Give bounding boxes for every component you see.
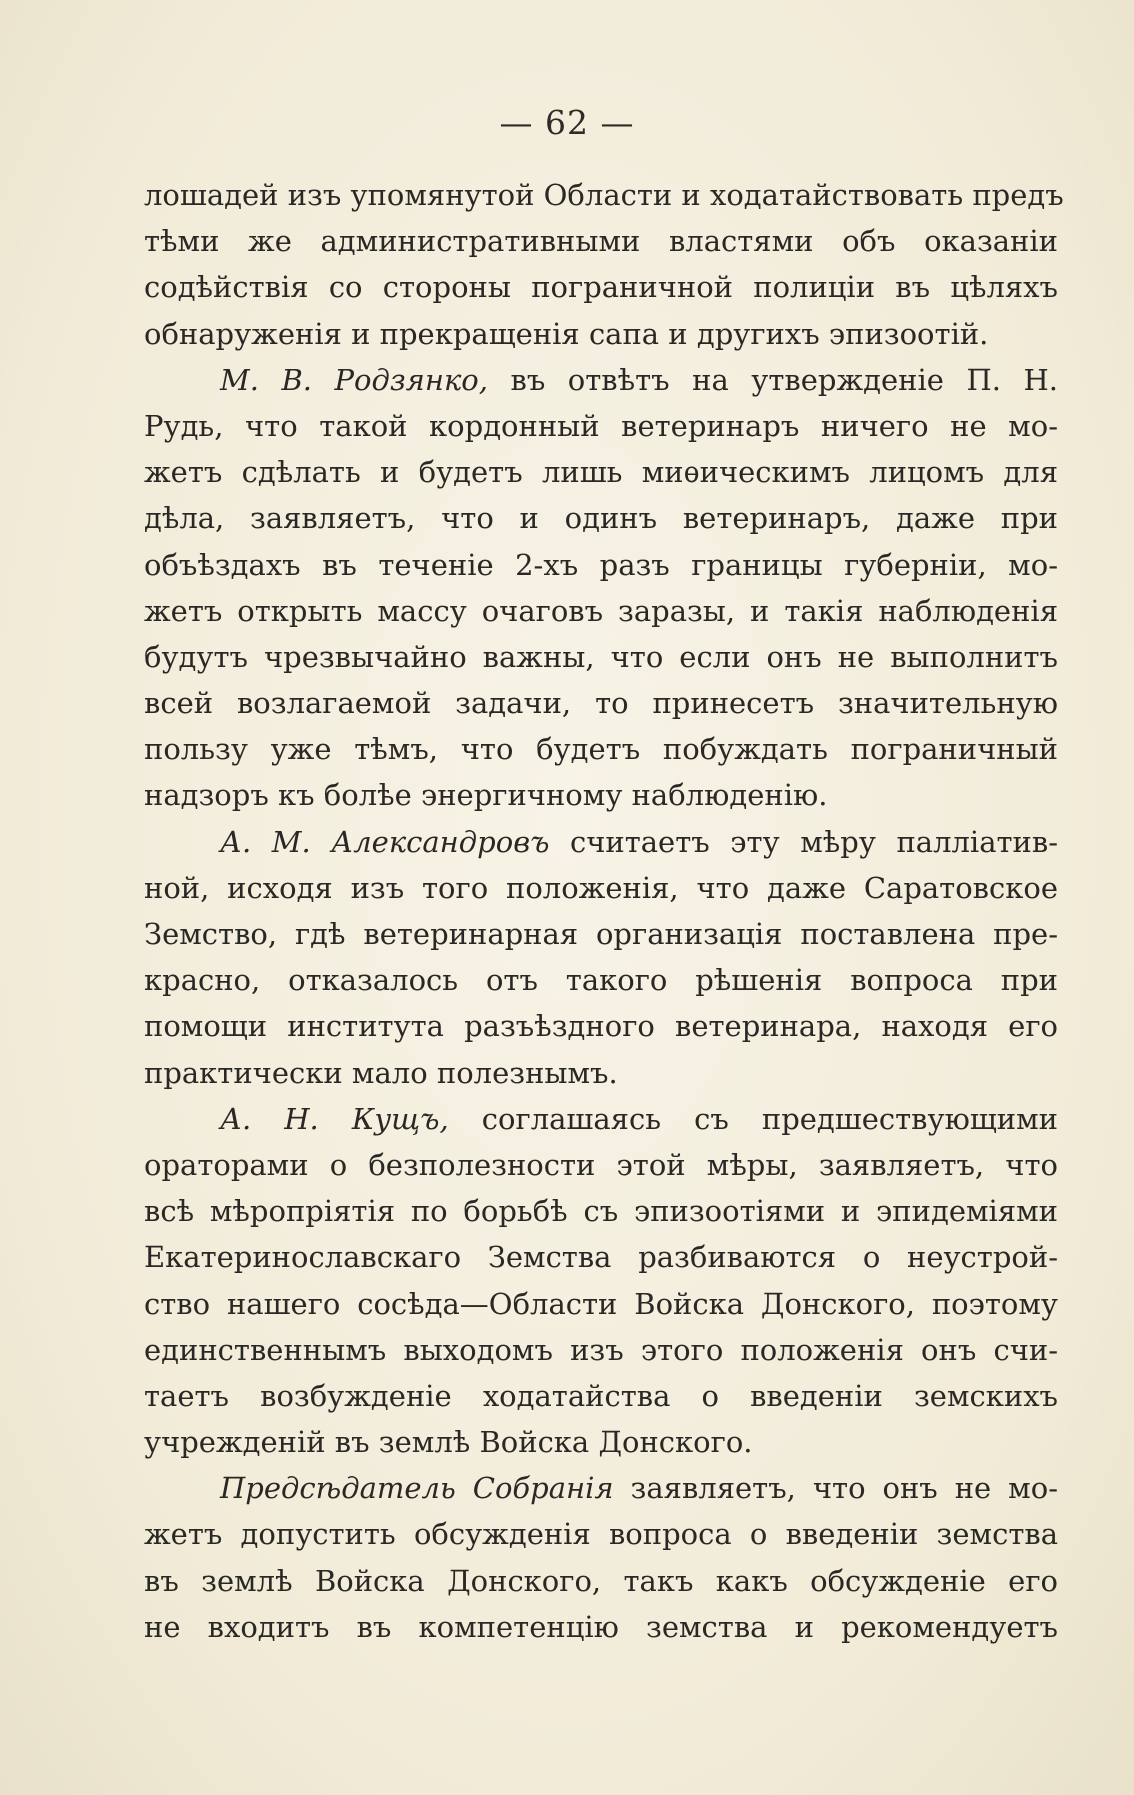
line-text: лошадей изъ упомянутой Области и ходатайствовать предъ <box>144 178 1064 212</box>
line-text: пользу уже тѣмъ, что будетъ побуждать пограничный <box>144 732 1058 767</box>
text-line <box>144 311 1058 357</box>
line-text: жетъ допустить обсужденія вопроса о введеніи земства <box>144 1517 1058 1552</box>
line-text: тѣми же административными властями объ оказаніи <box>144 224 1058 259</box>
speaker-name: А. М. Александровъ <box>220 824 550 859</box>
text-line <box>144 1604 1058 1650</box>
paragraph-start-line <box>144 1096 1058 1142</box>
line-text: ной, исходя изъ того положенія, что даже Саратовское <box>144 870 1058 905</box>
line-text: практически мало полезнымъ. <box>144 1055 618 1090</box>
line-text: содѣйствія со стороны пограничной полиціи въ цѣляхъ <box>144 270 1058 305</box>
text-line <box>144 1419 1058 1465</box>
text-line <box>144 1050 1058 1096</box>
line-text: не входитъ въ компетенцію земства и рекомендуетъ <box>144 1609 1058 1644</box>
line-text: считаетъ эту мѣру палліатив- <box>549 824 1058 859</box>
text-line <box>144 634 1058 680</box>
line-text: будутъ чрезвычайно важны, что если онъ не выполнитъ <box>144 639 1058 674</box>
text-line <box>144 911 1058 957</box>
line-text: заявляетъ, что онъ не мо- <box>613 1471 1058 1506</box>
line-text: Рудь, что такой кордонный ветеринаръ ничего не мо- <box>144 408 1058 443</box>
text-line <box>144 264 1058 310</box>
body-text <box>144 172 1064 1650</box>
line-text: ство нашего сосѣда—Области Войска Донского, поэтому <box>144 1286 1058 1321</box>
paragraph-start-line <box>144 357 1058 403</box>
page-number: — 62 — <box>499 103 635 142</box>
line-text: надзоръ къ болѣе энергичному наблюденію. <box>144 778 828 813</box>
line-text: въ отвѣтъ на утвержденіе П. Н. <box>487 362 1058 397</box>
line-text: Земство, гдѣ ветеринарная организація поставлена пре- <box>144 917 1058 951</box>
text-line <box>144 1003 1058 1049</box>
text-line <box>144 957 1058 1003</box>
text-line <box>144 218 1058 264</box>
line-text: ораторами о безполезности этой мѣры, заявляетъ, что <box>144 1147 1058 1182</box>
line-text: учрежденій въ землѣ Войска Донского. <box>144 1425 753 1460</box>
line-text: всѣ мѣропріятія по борьбѣ съ эпизоотіями и эпидеміями <box>144 1194 1058 1229</box>
line-text: всей возлагаемой задачи, то принесетъ значительную <box>144 686 1058 721</box>
line-text: Екатеринославскаго Земства разбиваются о неустрой- <box>144 1240 1058 1275</box>
text-line <box>144 772 1058 818</box>
text-line <box>144 542 1058 588</box>
text-line <box>144 1558 1058 1604</box>
line-text: красно, отказалось отъ такого рѣшенія вопроса при <box>144 963 1058 998</box>
speaker-name: А. Н. Кущъ, <box>220 1101 449 1136</box>
line-text: таетъ возбужденіе ходатайства о введеніи земскихъ <box>144 1378 1058 1413</box>
line-text: жетъ сдѣлать и будетъ лишь миѳическимъ лицомъ для <box>144 455 1058 490</box>
line-text: жетъ открыть массу очаговъ заразы, и такія наблюденія <box>144 593 1058 628</box>
text-line <box>144 449 1058 495</box>
text-line <box>144 588 1058 634</box>
line-text: единственнымъ выходомъ изъ этого положенія онъ счи- <box>144 1332 1058 1367</box>
line-text: помощи института разъѣздного ветеринара, находя его <box>144 1009 1058 1044</box>
line-text: обнаруженія и прекращенія сапа и другихъ эпизоотій. <box>144 316 989 351</box>
paragraph-start-line <box>144 819 1058 865</box>
text-line <box>144 1327 1058 1373</box>
line-text: объѣздахъ въ теченіе 2-хъ разъ границы губерніи, мо- <box>144 547 1058 582</box>
line-text: дѣла, заявляетъ, что и одинъ ветеринаръ, даже при <box>144 501 1058 536</box>
text-line <box>144 1188 1058 1234</box>
speaker-name: Предсѣдатель Собранія <box>220 1471 614 1506</box>
text-line <box>144 680 1058 726</box>
text-line <box>144 403 1058 449</box>
line-text: въ землѣ Войска Донского, такъ какъ обсужденіе его <box>144 1563 1058 1598</box>
text-line <box>144 1234 1058 1280</box>
line-text: соглашаясь съ предшествующими <box>448 1101 1058 1136</box>
text-line <box>144 1511 1058 1557</box>
text-line <box>144 1281 1058 1327</box>
text-line <box>144 726 1058 772</box>
text-line <box>144 865 1058 911</box>
text-line <box>144 1142 1058 1188</box>
text-line <box>144 172 1064 218</box>
text-line <box>144 1373 1058 1419</box>
text-line <box>144 495 1058 541</box>
paragraph-start-line <box>144 1465 1058 1511</box>
speaker-name: М. В. Родзянко, <box>220 362 488 397</box>
